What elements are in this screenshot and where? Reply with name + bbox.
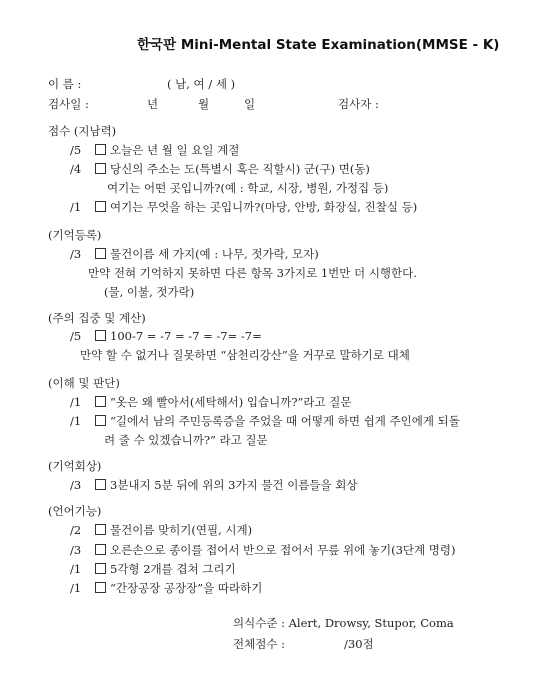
checkbox[interactable] <box>95 396 106 407</box>
section-heading-comprehension: (이해 및 판단) <box>48 376 120 390</box>
checkbox[interactable] <box>95 163 106 174</box>
item-text: 여기는 무엇을 하는 곳입니까?(마당, 안방, 화장실, 진찰실 등) <box>110 200 418 214</box>
score-label: /3 <box>70 478 82 492</box>
item-row <box>70 477 358 493</box>
item-text: 3분내지 5분 뒤에 위의 3가지 물건 이름들을 회상 <box>110 478 358 492</box>
item-text: 물건이름 세 가지(예 : 나무, 젓가락, 모자) <box>110 247 319 261</box>
item-row <box>70 413 460 429</box>
score-label: /1 <box>70 200 82 214</box>
section-heading-recall: (기억회상) <box>48 459 102 473</box>
checkbox[interactable] <box>95 248 106 259</box>
score-label: /1 <box>70 581 82 595</box>
item-row <box>70 161 370 177</box>
item-row <box>70 542 455 558</box>
examiner-label: 검사자 : <box>338 97 379 111</box>
score-label: /1 <box>70 395 82 409</box>
item-row <box>70 394 351 410</box>
item-text: “길에서 남의 주민등록증을 주었을 때 어떻게 하면 쉽게 주인에게 되돌 <box>110 414 460 428</box>
checkbox[interactable] <box>95 479 106 490</box>
consciousness-level: 의식수준 : Alert, Drowsy, Stupor, Coma <box>233 616 454 630</box>
checkbox[interactable] <box>95 201 106 212</box>
item-row <box>70 580 262 596</box>
item-text: “옷은 왜 빨아서(세탁해서) 입습니까?”라고 질문 <box>110 395 352 409</box>
item-text: 오른손으로 종이를 접어서 반으로 접어서 무릎 위에 놓기(3단계 명령) <box>110 543 456 557</box>
item-text: 오늘은 년 월 일 요일 계절 <box>110 143 240 157</box>
checkbox[interactable] <box>95 544 106 555</box>
item-row <box>70 199 417 215</box>
section-heading-orientation: 점수 (지남력) <box>48 124 117 138</box>
score-label: /5 <box>70 329 82 343</box>
item-text: 당신의 주소는 도(특별시 혹은 직할시) 군(구) 면(동) <box>110 162 370 176</box>
checkbox[interactable] <box>95 524 106 535</box>
item-note: 만약 할 수 없거나 질못하면 “삼천리강산”을 거꾸로 말하기로 대체 <box>80 348 410 362</box>
item-row <box>70 246 319 262</box>
sex-age-field: ( 남, 여 / 세 ) <box>167 77 236 91</box>
exam-date-label: 검사일 : <box>48 97 89 111</box>
checkbox[interactable] <box>95 415 106 426</box>
score-label: /1 <box>70 414 82 428</box>
total-score-value: /30점 <box>344 637 374 651</box>
year-label: 년 <box>147 97 159 111</box>
day-label: 일 <box>244 97 256 111</box>
item-row <box>70 561 236 577</box>
section-heading-attention: (주의 집중 및 계산) <box>48 311 146 325</box>
item-row <box>70 142 239 158</box>
item-note: (물, 이불, 젓가락) <box>104 285 195 299</box>
item-text: 100-7 = -7 = -7 = -7= -7= <box>110 329 262 343</box>
month-label: 월 <box>198 97 210 111</box>
item-text: “간장공장 공장장”을 따라하기 <box>110 581 263 595</box>
page-title: 한국판 Mini-Mental State Examination(MMSE - K) <box>137 37 500 53</box>
score-label: /3 <box>70 543 82 557</box>
checkbox[interactable] <box>95 330 106 341</box>
item-text: 물건이름 맞히기(연필, 시계) <box>110 523 253 537</box>
checkbox[interactable] <box>95 144 106 155</box>
score-label: /1 <box>70 562 82 576</box>
name-label: 이 름 : <box>48 77 82 91</box>
total-score-label: 전체점수 : <box>233 637 285 651</box>
score-label: /2 <box>70 523 82 537</box>
score-label: /3 <box>70 247 82 261</box>
score-label: /5 <box>70 143 82 157</box>
score-label: /4 <box>70 162 82 176</box>
item-note: 만약 전혀 기억하지 못하면 다른 항목 3가지로 1번만 더 시행한다. <box>88 266 417 280</box>
item-note: 려 줄 수 있겠습니까?” 라고 질문 <box>104 433 268 447</box>
section-heading-language: (언어기능) <box>48 504 102 518</box>
item-row <box>70 522 252 538</box>
item-text: 5각형 2개를 겹쳐 그리기 <box>110 562 236 576</box>
item-note: 여기는 어떤 곳입니까?(예 : 학교, 시장, 병원, 가정집 등) <box>107 181 389 195</box>
checkbox[interactable] <box>95 563 106 574</box>
checkbox[interactable] <box>95 582 106 593</box>
item-row <box>70 329 262 343</box>
section-heading-registration: (기억등록) <box>48 228 102 242</box>
